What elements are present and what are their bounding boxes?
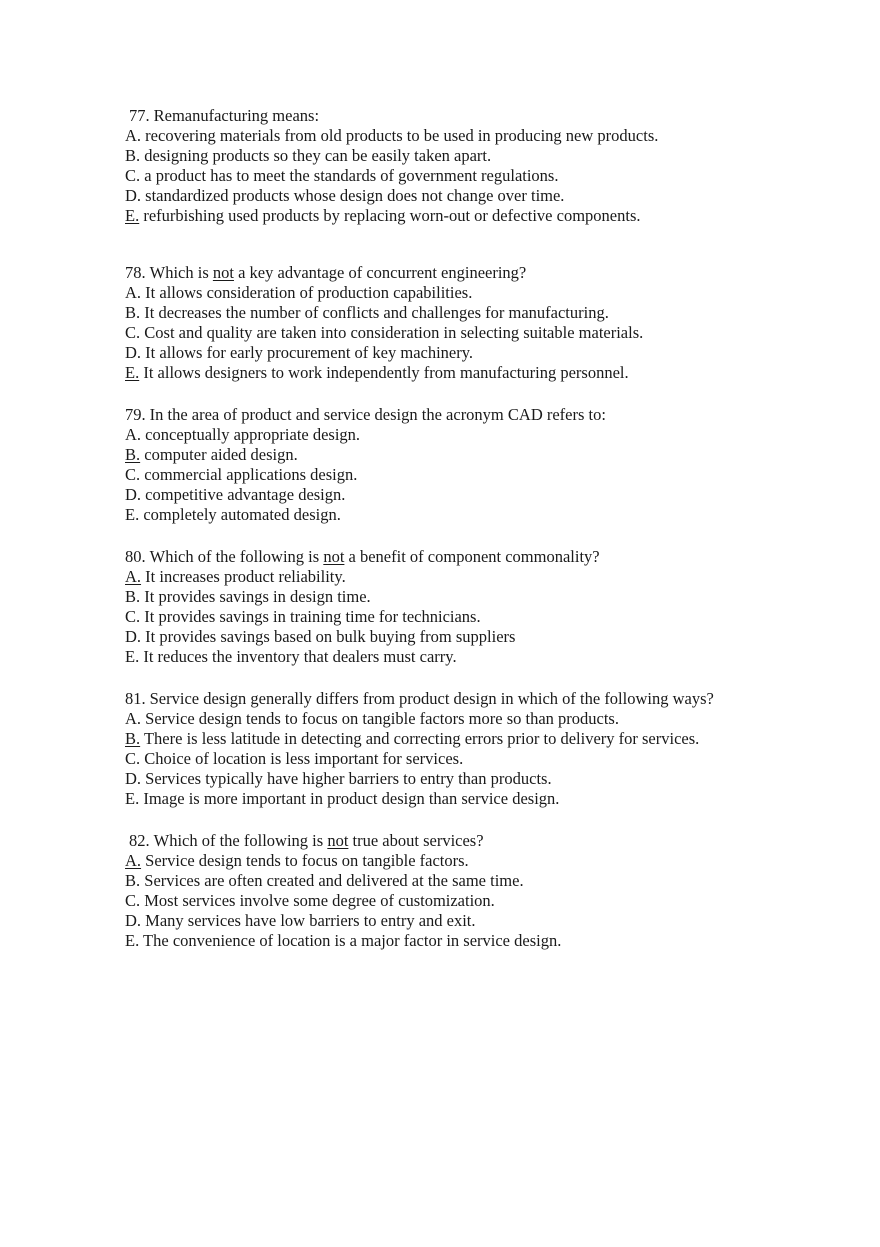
option-e: E. Image is more important in product design than service design.: [125, 789, 560, 808]
option-e-correct: E. It allows designers to work independently from manufacturing personnel.: [125, 363, 629, 382]
question-78: [125, 263, 825, 383]
question-stem: 77. Remanufacturing means:: [129, 106, 320, 125]
question-stem: 82. Which of the following is not true about services?: [129, 831, 484, 850]
option-b: B. Services are often created and delivered at the same time.: [125, 871, 524, 890]
option-a: A. conceptually appropriate design.: [125, 425, 361, 444]
option-b-correct: B. computer aided design.: [125, 445, 298, 464]
option-c: C. commercial applications design.: [125, 465, 358, 484]
question-77: [125, 106, 825, 226]
option-b: B. It provides savings in design time.: [125, 587, 371, 606]
option-b: B. It decreases the number of conflicts and challenges for manufacturing.: [125, 303, 609, 322]
option-e: E. completely automated design.: [125, 505, 341, 524]
option-a-correct: A. Service design tends to focus on tangible factors.: [125, 851, 469, 870]
option-d: D. It provides savings based on bulk buying from suppliers: [125, 627, 516, 646]
option-a: A. recovering materials from old products to be used in producing new products.: [125, 126, 659, 145]
option-a-correct: A. It increases product reliability.: [125, 567, 346, 586]
question-79: [125, 405, 825, 525]
option-d: D. standardized products whose design does not change over time.: [125, 186, 565, 205]
option-a: A. It allows consideration of production capabilities.: [125, 283, 473, 302]
option-d: D. Services typically have higher barriers to entry than products.: [125, 769, 552, 788]
option-b: B. designing products so they can be easily taken apart.: [125, 146, 492, 165]
question-stem: 78. Which is not a key advantage of concurrent engineering?: [125, 263, 527, 282]
option-d: D. competitive advantage design.: [125, 485, 346, 504]
question-stem: 80. Which of the following is not a benefit of component commonality?: [125, 547, 600, 566]
option-e-correct: E. refurbishing used products by replacing worn-out or defective components.: [125, 206, 641, 225]
option-c: C. a product has to meet the standards of government regulations.: [125, 166, 559, 185]
option-d: D. Many services have low barriers to entry and exit.: [125, 911, 476, 930]
question-82: [125, 831, 825, 951]
question-80: [125, 547, 825, 667]
option-a: A. Service design tends to focus on tangible factors more so than products.: [125, 709, 619, 728]
option-c: C. Choice of location is less important for services.: [125, 749, 464, 768]
question-stem: 79. In the area of product and service design the acronym CAD refers to:: [125, 405, 606, 424]
question-stem: 81. Service design generally differs from product design in which of the following ways?: [125, 689, 714, 708]
option-c: C. It provides savings in training time for technicians.: [125, 607, 481, 626]
option-c: C. Cost and quality are taken into consideration in selecting suitable materials.: [125, 323, 644, 342]
option-b-correct: B. There is less latitude in detecting and correcting errors prior to delivery for services.: [125, 729, 700, 748]
question-81: [125, 689, 825, 809]
option-d: D. It allows for early procurement of key machinery.: [125, 343, 474, 362]
option-e: E. The convenience of location is a major factor in service design.: [125, 931, 562, 950]
option-e: E. It reduces the inventory that dealers must carry.: [125, 647, 457, 666]
option-c: C. Most services involve some degree of customization.: [125, 891, 495, 910]
